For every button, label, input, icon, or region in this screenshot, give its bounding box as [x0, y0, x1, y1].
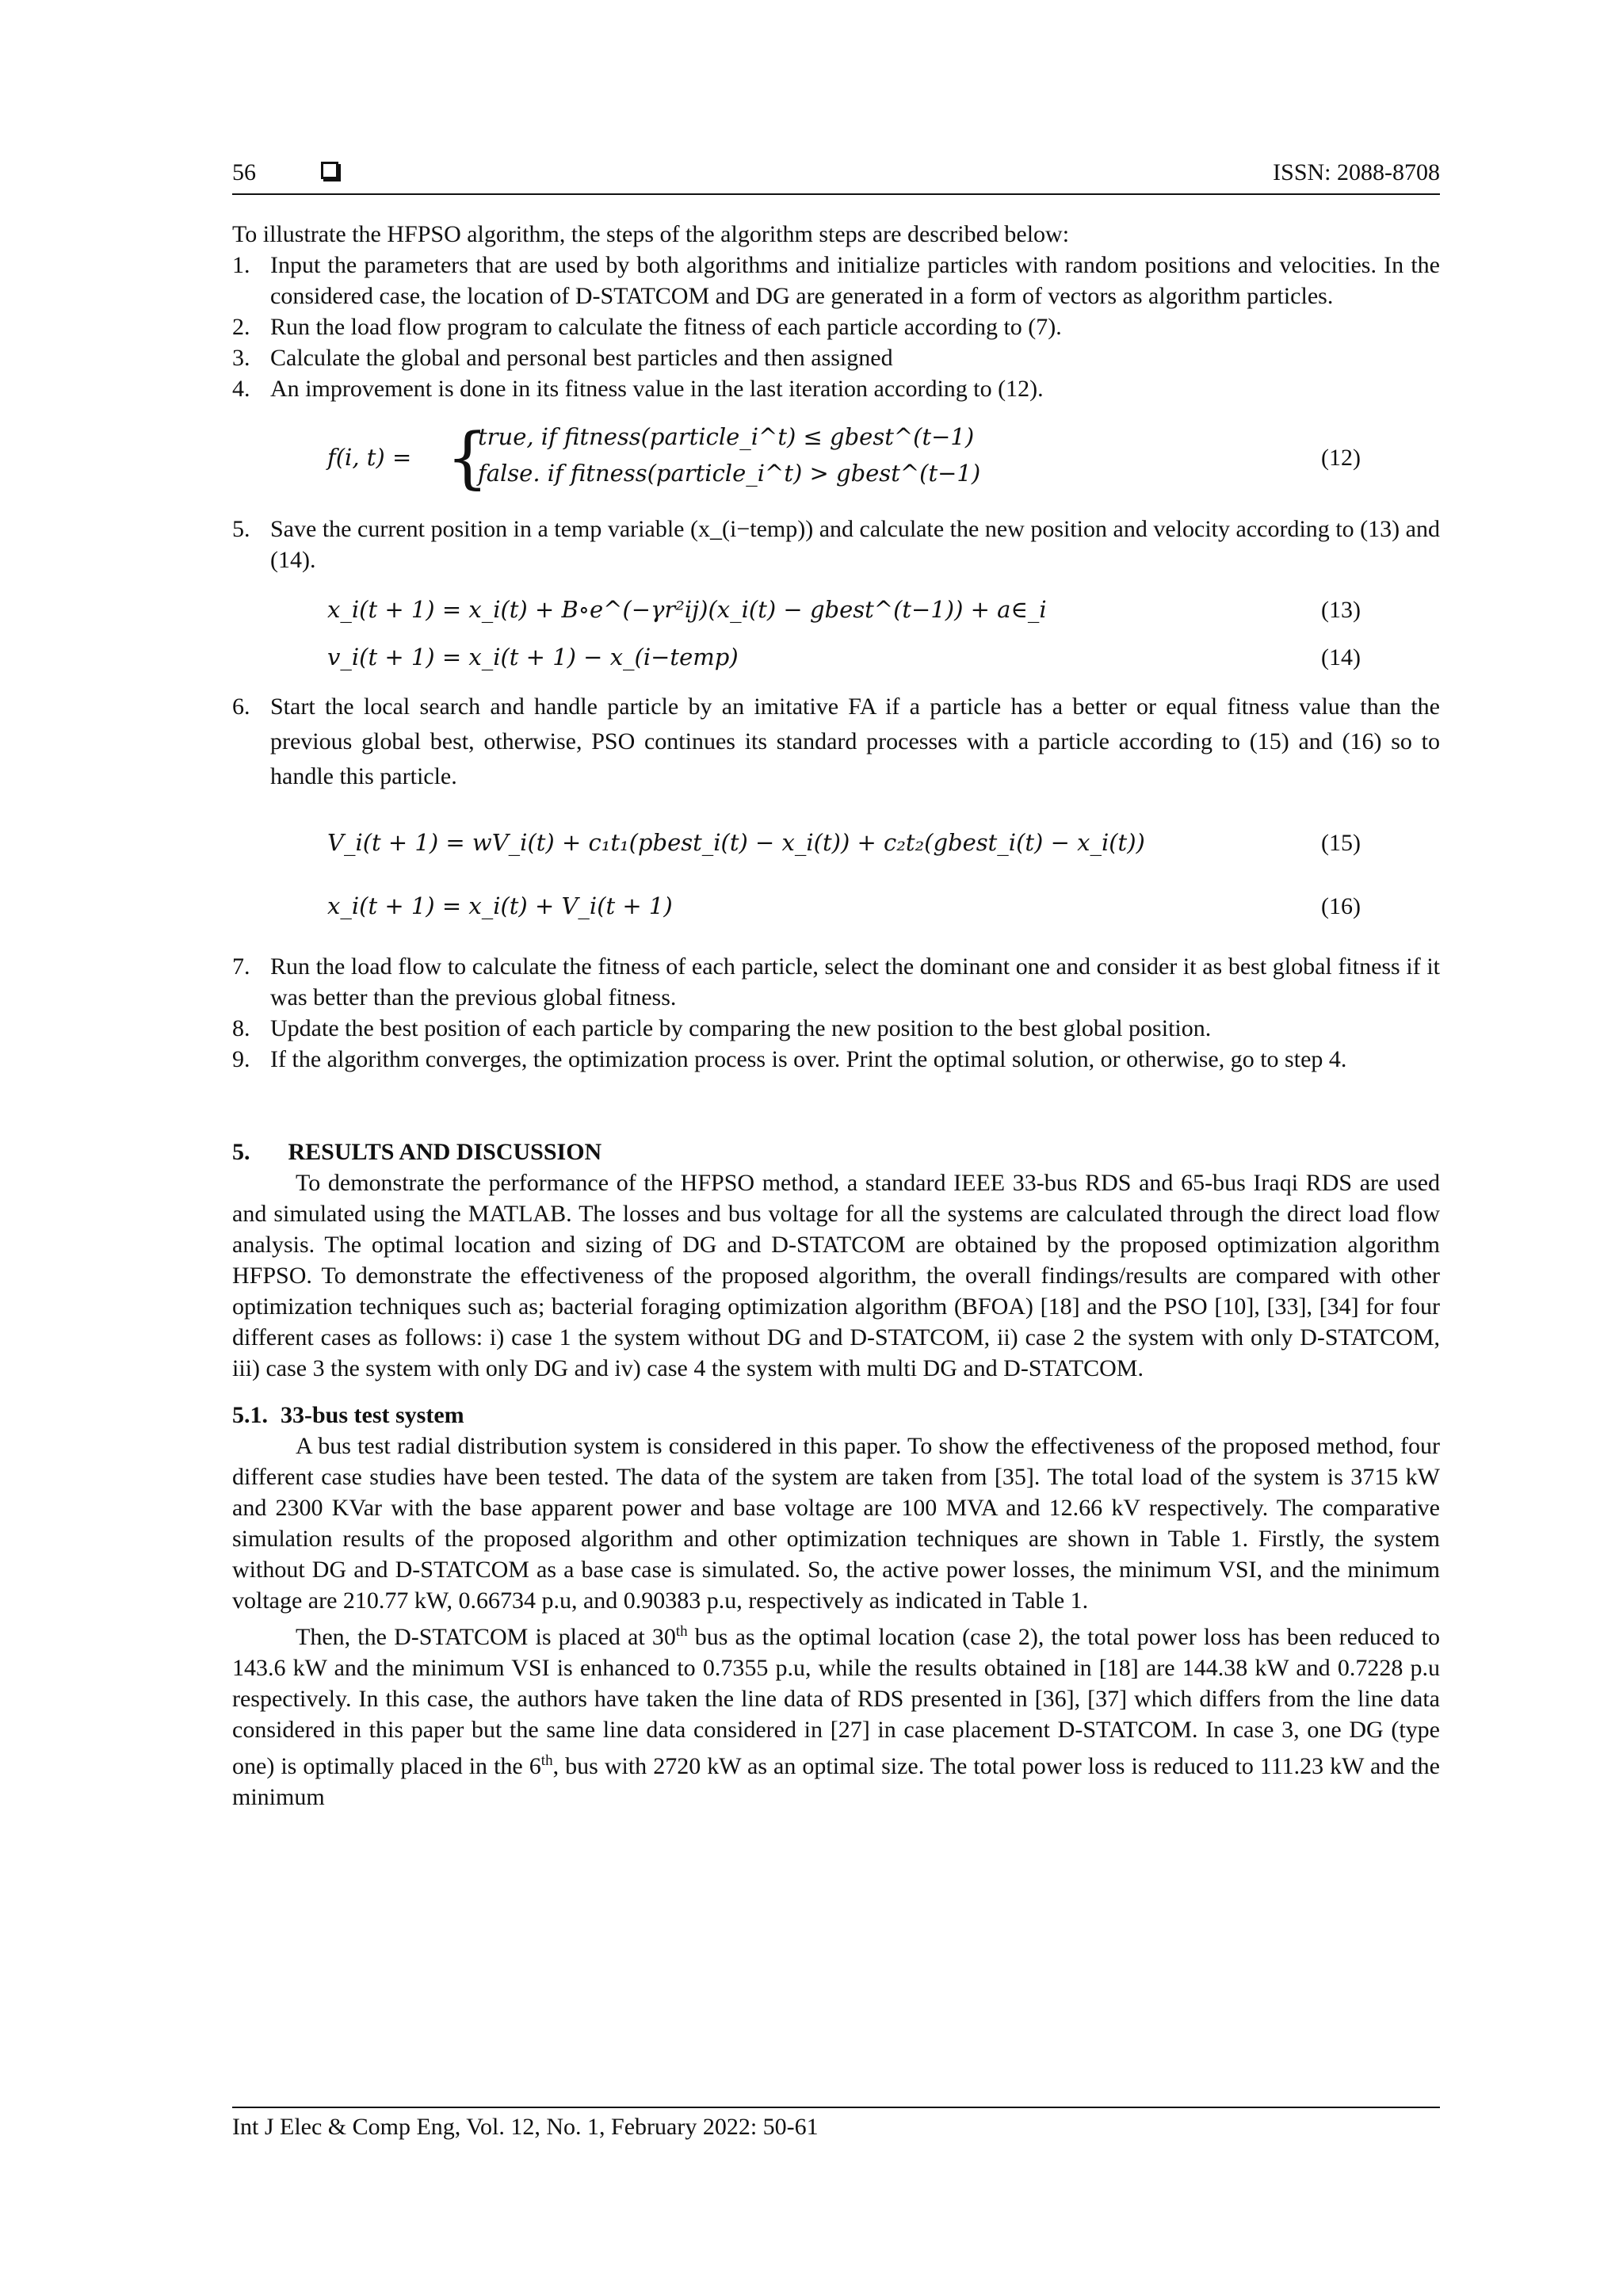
equation-13 — [232, 586, 1440, 634]
equation-12-lhs: f(i, t) = — [327, 444, 412, 471]
footer-citation: Int J Elec & Comp Eng, Vol. 12, No. 1, February 2022: 50-61 — [232, 2114, 819, 2140]
header-rule — [232, 193, 1440, 195]
running-head — [232, 157, 1440, 189]
list-item: 7. Run the load flow to calculate the fitness of each particle, select the dominant one and consider it as best global fitness if it was better than the previous global fitness. — [232, 953, 1440, 1010]
issn: ISSN: 2088-8708 — [1273, 159, 1440, 185]
equation-number: (15) — [1321, 830, 1361, 856]
equation-number: (12) — [1321, 445, 1361, 471]
steps-list-6 — [232, 690, 1440, 794]
list-item: 4. An improvement is done in its fitness value in the last iteration according to (12). — [232, 376, 1044, 402]
list-item: 3. Calculate the global and personal best particles and then assigned — [232, 345, 893, 371]
steps-list-5 — [232, 514, 1440, 575]
list-item: 5. Save the current position in a temp variable (x_(i−temp)) and calculate the new position and velocity according to (13) and (14). — [232, 516, 1440, 573]
section-5-1-heading: 5.1. 33-bus test system — [232, 1402, 464, 1428]
equation-13-expr: x_i(t + 1) = x_i(t) + B∘e^(−γr²ij)(x_i(t) − gbest^(t−1)) + a∈_i — [327, 596, 1047, 623]
list-item: 1. Input the parameters that are used by both algorithms and initialize particles with random positions and velocities. In the considered case, the location of D-STATCOM and DG are generated in a form of vectors as algorithm particles. — [232, 252, 1440, 309]
page-body — [232, 219, 1440, 1813]
section-5-paragraph: To demonstrate the performance of the HFPSO method, a standard IEEE 33-bus RDS and 65-bus Iraqi RDS are used and simulated using the MATLAB. The losses and bus voltage for all the systems are calculated through the direct load flow analysis. The optimal location and sizing of DG and D-STATCOM are obtained by the proposed optimization algorithm HFPSO. To demonstrate the effectiveness of the proposed algorithm, the overall findings/results are compared with other optimization techniques such as; bacterial foraging optimization algorithm (BFOA) [18] and the PSO [10], [33], [34] for four different cases as follows: i) case 1 the system without DG and D-STATCOM, ii) case 2 the system with only D-STATCOM, iii) case 3 the system with only DG and iv) case 4 the system with multi DG and D-STATCOM. — [232, 1170, 1440, 1381]
list-item: 9. If the algorithm converges, the optimization process is over. Print the optimal solution, or otherwise, go to step 4. — [232, 1046, 1347, 1072]
equation-12-case-2: false. if fitness(particle_i^t) > gbest^(t−1) — [478, 460, 981, 487]
equation-15-expr: V_i(t + 1) = wV_i(t) + c₁t₁(pbest_i(t) − x_i(t)) + c₂t₂(gbest_i(t) − x_i(t)) — [327, 829, 1145, 856]
equation-number: (13) — [1321, 597, 1361, 623]
intro-paragraph: To illustrate the HFPSO algorithm, the steps of the algorithm steps are described below: — [232, 221, 1070, 247]
equation-14-expr: v_i(t + 1) = x_i(t + 1) − x_(i−temp) — [327, 644, 739, 670]
equation-15 — [232, 810, 1440, 883]
list-item: 8. Update the best position of each particle by comparing the new position to the best global position. — [232, 1015, 1212, 1041]
paper-page — [232, 0, 1440, 2296]
equation-12 — [232, 414, 1440, 507]
equation-12-case-1: true, if fitness(particle_i^t) ≤ gbest^(t−1) — [478, 423, 975, 450]
section-5-heading: 5. RESULTS AND DISCUSSION — [232, 1139, 602, 1165]
page-number: 56 — [232, 159, 256, 185]
steps-list-b — [232, 951, 1440, 1075]
steps-list-a — [232, 250, 1440, 404]
equation-16-expr: x_i(t + 1) = x_i(t) + V_i(t + 1) — [327, 892, 673, 919]
equation-12-cases — [478, 418, 980, 491]
checkbox-square-icon — [321, 162, 338, 179]
list-item: 6. Start the local search and handle particle by an imitative FA if a particle has a better or equal fitness value than the previous global best, otherwise, PSO continues its standard processes with a particle according to (15) and (16) so to handle this particle. — [232, 693, 1440, 789]
equation-number: (16) — [1321, 893, 1361, 919]
equation-16 — [232, 883, 1440, 935]
footer-rule — [232, 2107, 1440, 2108]
section-5-1-paragraph-2: Then, the D-STATCOM is placed at 30th bus as the optimal location (case 2), the total power loss has been reduced to 143.6 kW and the minimum VSI is enhanced to 0.7355 p.u, while the results obtained in [18] are 144.38 kW and 0.7228 p.u respectively. In this case, the authors have taken the line data of RDS presented in [36], [37] which differs from the line data considered in this paper but the same line data considered in [27] in case placement D-STATCOM. In case 3, one DG (type one) is optimally placed in the 6th, bus with 2720 kW as an optimal size. The total power loss is reduced to 111.23 kW and the minimum — [232, 1623, 1440, 1810]
list-item: 2. Run the load flow program to calculate the fitness of each particle according to (7). — [232, 314, 1062, 340]
equation-14 — [232, 634, 1440, 682]
left-brace-icon: { — [446, 418, 489, 496]
equation-number: (14) — [1321, 644, 1361, 670]
section-5-1-paragraph-1: A bus test radial distribution system is considered in this paper. To show the effectiveness of the proposed method, four different case studies have been tested. The data of the system are taken from [35]. The total load of the system is 3715 kW and 2300 KVar with the base apparent power and base voltage are 100 MVA and 12.66 kV respectively. The comparative simulation results of the proposed algorithm and other optimization techniques are shown in Table 1. Firstly, the system without DG and D-STATCOM as a base case is simulated. So, the active power losses, the minimum VSI, and the minimum voltage are 210.77 kW, 0.66734 p.u, and 0.90383 p.u, respectively as indicated in Table 1. — [232, 1433, 1440, 1614]
